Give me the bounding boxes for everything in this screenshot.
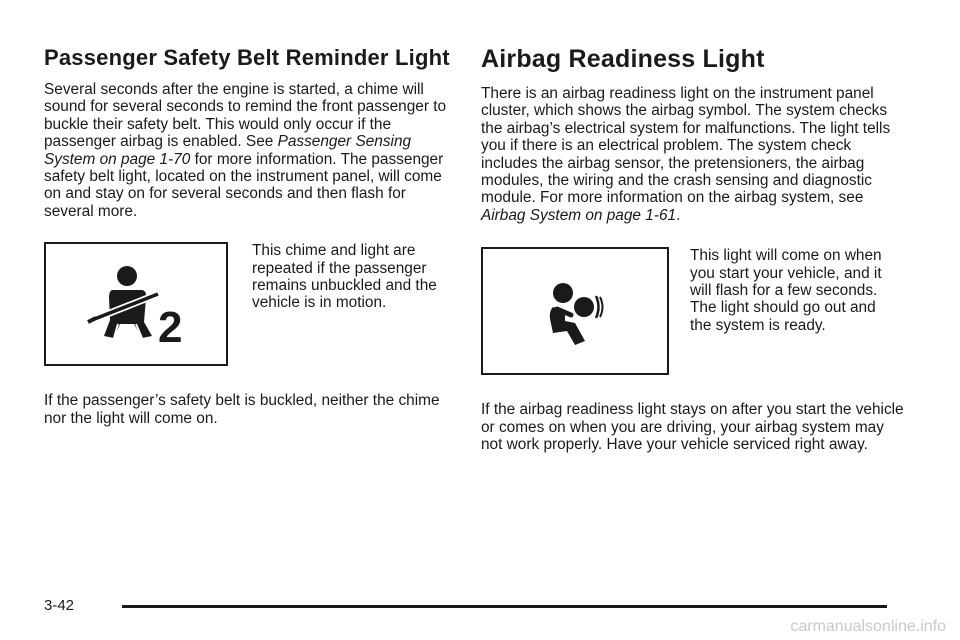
page-footer xyxy=(44,597,904,617)
airbag-icon xyxy=(483,249,667,373)
watermark: carmanualsonline.info xyxy=(790,618,946,635)
side-note: This chime and light are repeated if the passenger remains unbuckled and the vehicle is in motion. xyxy=(252,242,437,312)
intro-paragraph xyxy=(44,81,454,220)
paragraph-text: for more information. The passenger safety belt light, located on the instrument panel, will come on and stay on for several seconds and then flash for several more. xyxy=(44,150,444,220)
seat-position-label: 2 xyxy=(158,303,183,353)
airbag-icon-frame xyxy=(481,247,669,375)
paragraph-text: . xyxy=(676,206,681,224)
cross-reference-link[interactable]: Passenger Sensing System on page 1-70 xyxy=(44,133,412,168)
paragraph-text: Several seconds after the engine is started, a chime will sound for several seconds to remind the front passenger to buckle their safety belt. This would only occur if the passenger airbag is enabled. See xyxy=(44,81,447,151)
passenger-seatbelt-icon xyxy=(46,244,226,364)
section-passenger-seatbelt xyxy=(44,44,454,427)
figure-row xyxy=(481,247,906,377)
paragraph-text: There is an airbag readiness light on the instrument panel cluster, which shows the airbag symbol. The system checks the airbag’s electrical system for malfunctions. The light tells you if there is an electrical problem. The system check includes the airbag sensor, the pretensioners, the airbag modules, the wiring and the crash sensing and diagnostic module. For more information on the airbag system, see xyxy=(481,85,891,207)
section-airbag-readiness xyxy=(481,44,906,453)
page-number: 3-42 xyxy=(44,597,75,614)
cross-reference-link[interactable]: Airbag System on page 1-61 xyxy=(481,206,677,224)
closing-paragraph: If the passenger’s safety belt is buckled, neither the chime nor the light will come on. xyxy=(44,392,440,427)
side-note: This light will come on when you start your vehicle, and it will flash for a few seconds. The light should go out and the system is ready. xyxy=(690,247,882,334)
section-heading: Airbag Readiness Light xyxy=(481,45,765,73)
section-heading: Passenger Safety Belt Reminder Light xyxy=(44,45,450,70)
footer-rule xyxy=(122,605,887,608)
figure-row xyxy=(44,242,454,370)
closing-paragraph: If the airbag readiness light stays on after you start the vehicle or comes on when you are driving, your airbag system may not work properly. Have your vehicle serviced right away. xyxy=(481,401,904,454)
intro-paragraph xyxy=(481,85,906,224)
seatbelt-icon-frame xyxy=(44,242,228,366)
